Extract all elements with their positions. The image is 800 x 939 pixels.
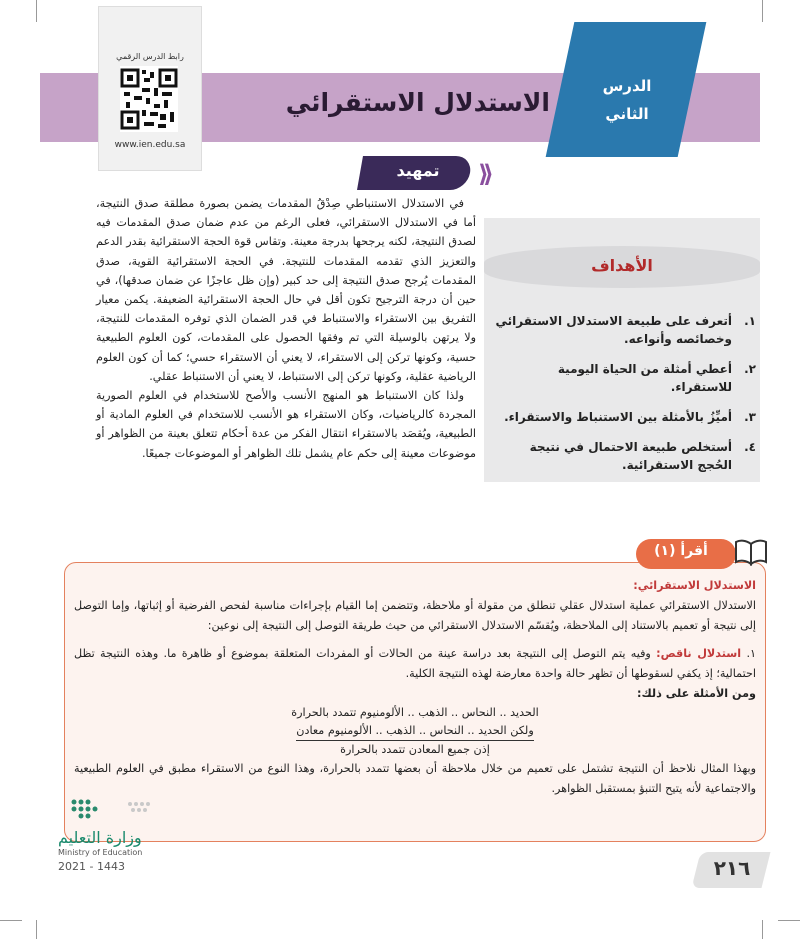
qr-code-icon[interactable]	[120, 66, 178, 132]
type1-text: وفيه يتم التوصل إلى النتيجة بعد دراسة عينة من الحالات أو المفردات المتعلقة بموضوع أو ظاهرة ما. وهذه النتيجة تظل احتمالية؛ إذ يكفي لسقوطها أن تظهر حالة واحدة معارضة لهذه النتيجة الكلية.	[74, 647, 756, 680]
type1-number: ١.	[746, 647, 757, 660]
crop-mark	[36, 920, 37, 939]
intro-paragraph: ولذا كان الاستنباط هو المنهج الأنسب والأصح للاستخدام في العلوم الصورية المجردة كالرياضيات، وكان الاستقراء هو الأنسب للاستخدام في العلوم المادية أو الطبيعية، ويُقصَد بالاستقراء انتقال الفكر من عدة أحكام تتعلق بعينة من الظواهر أو موضوعات معينة إلى حكم عام يشمل تلك الظواهر أو الموضوعات جميعًا.	[96, 389, 476, 460]
example-line: ولكن الحديد .. النحاس .. الذهب .. الألومنيوم معادن	[296, 722, 533, 741]
type1-name: استدلال ناقص:	[656, 647, 742, 660]
ministry-name-english: Ministry of Education	[58, 848, 143, 857]
goals-title: الأهداف	[591, 256, 653, 275]
intro-heading: تمهيد	[396, 161, 440, 180]
lesson-label	[572, 72, 682, 128]
intro-paragraph: في الاستدلال الاستنباطي صِدْقُ المقدمات يضمن بصورة مطلقة صدق النتيجة، أما في الاستدلال الاستقرائي، فعلى الرغم من عدم ضمان صدق المقدمات فيه لصدق النتيجة، لكنه يرجحها بدرجة معينة. وتقاس قوة الحجة الاستقرائية بقدر الدعم والتعزيز الذي تقدمه المقدمات للنتيجة. في الحجة الاستقرائية القوية، صدق المقدمات يُرجح صدق النتيجة إلى حد كبير (وإن ظل عاجزًا عن ضمان صدقها)، في حين أن درجة الترجيح تكون أقل في حال الحجة الاستقرائية الضعيفة. يكمن معيار التفريق بين الاستقراء والاستنباط في قدر الضمان الذي توفره المقدمات للنتيجة، ولا يرتهن بالوسيلة التي تم وفقها الحصول على المقدمات، كون العلوم الطبيعية حسية، وكونها تركن إلى الاستقراء، لا يعني أن الاستقراء حسي؛ كما أن كون العلوم الرياضية عقلية، وكونها تركن إلى الاستنباط، لا يعني أن الاستنباط عقلي.	[96, 197, 476, 383]
goal-text: أميِّزُ بالأمثلة بين الاستنباط والاستقراء.	[504, 410, 732, 424]
goal-number: ٢.	[744, 362, 756, 376]
lesson-label-line1: الدرس	[602, 77, 652, 95]
type1-block	[74, 644, 756, 684]
crop-mark	[36, 0, 37, 22]
examples-label: ومن الأمثلة على ذلك:	[636, 687, 756, 700]
qr-caption: رابط الدرس الرقمي	[116, 52, 184, 61]
crop-mark	[762, 0, 763, 22]
reading-subtitle: الاستدلال الاستقرائي:	[633, 579, 756, 592]
goals-list	[494, 312, 756, 486]
reading-conclusion: وبهذا المثال نلاحظ أن النتيجة تشتمل على تعميم من خلال ملاحظة أن بعضها تتمدد بالحرارة، وهذا النوع من الاستقراء مطبق في العلوم الطبيعية والاجتماعية لأنه يتيح التنبؤ بمستقبل الظواهر.	[74, 762, 756, 795]
double-chevron-icon: ⟩⟩	[478, 160, 488, 188]
goal-number: ٤.	[744, 440, 756, 454]
crop-mark	[778, 920, 800, 921]
qr-url[interactable]: www.ien.edu.sa	[114, 140, 186, 150]
lesson-label-line2: الثاني	[605, 105, 649, 123]
ministry-logo-icon	[70, 796, 160, 826]
goal-item	[494, 408, 756, 426]
edition-year: 2021 - 1443	[58, 860, 125, 873]
goal-text: أعطي أمثلة من الحياة اليومية للاستقراء.	[557, 362, 732, 394]
example-line: إذن جميع المعادن تتمدد بالحرارة	[340, 743, 490, 756]
page-number: ٢١٦	[713, 856, 751, 880]
reading-definition: الاستدلال الاستقرائي عملية استدلال عقلي تنطلق من مقولة أو ملاحظة، وتتضمن إما القيام بإجراءات مناسبة لفحص الفرضية أو إثباتها، وإما التوصل إلى نتيجة أو تعميم بالاستناد إلى الملاحظة، ويُقسّم الاستدلال الاستقرائي من حيث طريقة التوصل إلى النتيجة إلى نوعين:	[74, 599, 756, 632]
goal-item	[494, 438, 756, 474]
ministry-name-arabic: وزارة التعليم	[58, 828, 142, 847]
goal-item	[494, 360, 756, 396]
open-book-icon	[734, 538, 768, 566]
crop-mark	[762, 920, 763, 939]
goal-text: أستخلص طبيعة الاحتمال في نتيجة الحُجج الاستقرائية.	[529, 440, 732, 472]
goal-item	[494, 312, 756, 348]
goal-text: أتعرف على طبيعة الاستدلال الاستقرائي وخصائصه وأنواعه.	[495, 314, 732, 346]
lesson-title: الاستدلال الاستقرائي	[285, 88, 550, 117]
intro-text	[96, 194, 476, 463]
reading-content	[74, 576, 756, 799]
crop-mark	[0, 920, 22, 921]
example-block	[74, 704, 756, 759]
reading-tag-label: أقرأ (١)	[654, 543, 708, 559]
goal-number: ٣.	[744, 410, 756, 424]
example-line: الحديد .. النحاس .. الذهب .. الألومنيوم تتمدد بالحرارة	[291, 706, 539, 719]
goal-number: ١.	[744, 314, 756, 328]
